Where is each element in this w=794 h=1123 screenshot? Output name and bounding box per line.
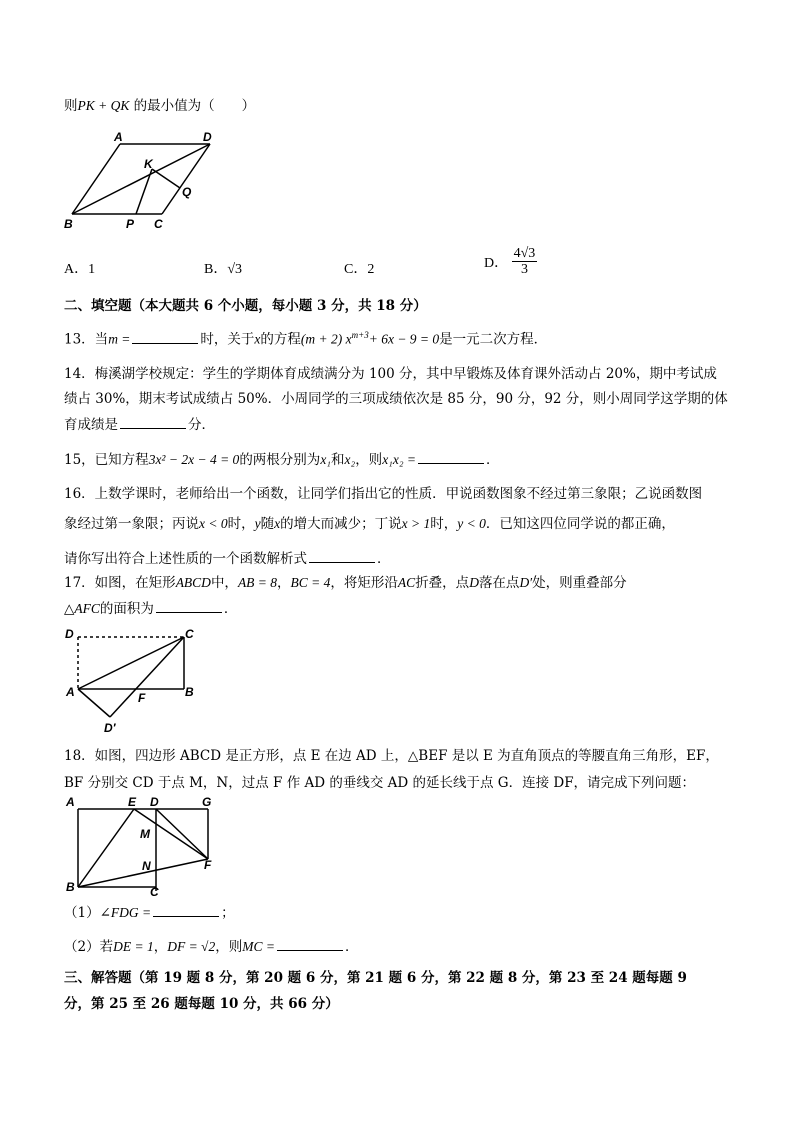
label-F: F — [204, 858, 212, 872]
q13-expr-2: + 6x − 9 = 0 — [368, 331, 440, 347]
q15-product: x₁x₂ = — [382, 452, 417, 467]
segment-KQ — [152, 169, 180, 188]
q18-p1-label: （1） — [64, 905, 100, 921]
label-A: A — [114, 130, 123, 144]
q15-x2: x₂ — [344, 452, 356, 467]
q13 — [64, 330, 547, 348]
label-M: M — [140, 827, 150, 841]
label-C: C — [185, 627, 194, 641]
choice-d-numerator: 4√3 — [513, 246, 536, 261]
q15-equation: 3x² − 2x − 4 = 0 — [148, 452, 240, 467]
q17-ac: AC — [397, 575, 416, 590]
label-F: F — [138, 691, 146, 705]
label-P: P — [126, 217, 135, 231]
q13-text-e: 的方程 — [260, 331, 301, 348]
q15 — [64, 451, 500, 468]
q15-text-c: 的两根分别为 — [239, 452, 321, 468]
q17-answer-blank[interactable] — [156, 600, 222, 613]
q18-part-2 — [64, 938, 358, 955]
q12-prefix: 则 — [64, 98, 78, 114]
q18-p2-end: ． — [344, 939, 359, 955]
label-B: B — [64, 217, 73, 231]
q17-text-m: 处，则重叠部分 — [532, 575, 627, 591]
q15-text-i: ． — [486, 452, 500, 468]
q17-d: D — [469, 575, 479, 590]
label-C: C — [150, 885, 159, 897]
choice-c[interactable] — [344, 258, 374, 278]
segment-D-prime-C — [110, 637, 184, 717]
q18-p2-comma: ， — [153, 939, 168, 955]
q12-stem — [64, 98, 255, 114]
q16-text-g: 的增大而减少；丁说 — [280, 516, 402, 532]
q18-p1-end: ； — [221, 905, 235, 921]
q16-text-i: 时， — [430, 516, 458, 532]
label-A: A — [66, 795, 75, 809]
choice-a-letter: A． — [64, 262, 89, 277]
q12-suffix: 的最小值为（ ） — [129, 98, 256, 114]
q17-text-e: ， — [277, 575, 291, 591]
label-B: B — [66, 880, 75, 894]
q13-m: m = — [108, 331, 131, 347]
label-D: D — [65, 627, 74, 641]
q17-ab: AB = 8 — [237, 575, 278, 590]
choice-d-letter: D． — [484, 255, 509, 271]
q16-line-3 — [64, 550, 391, 567]
q13-text-c: 时，关于 — [200, 331, 255, 348]
q16-cond-1: x < 0 — [199, 516, 228, 531]
label-K: K — [144, 157, 153, 171]
q12-parallelogram-figure — [60, 128, 230, 233]
choice-c-letter: C． — [344, 262, 368, 277]
choice-a-text: 1 — [88, 262, 96, 277]
q17-abcd: ABCD — [175, 575, 211, 590]
segment-BD — [72, 144, 210, 214]
q17-bc: BC = 4 — [290, 575, 331, 590]
choice-d[interactable] — [484, 246, 537, 278]
section-2-title: 二、填空题（本大题共 6 个小题，每小题 3 分，共 18 分） — [64, 298, 427, 314]
q17-text-k: 落在点 — [478, 575, 520, 591]
choice-b-text: √3 — [227, 262, 243, 277]
q17-text-i: 折叠，点 — [415, 575, 470, 591]
q13-x: x — [254, 331, 261, 347]
section-3-title-line-2: 分，第 25 至 26 题每题 10 分，共 66 分） — [64, 996, 339, 1012]
q17-text-a: 17．如图，在矩形 — [64, 575, 176, 591]
label-D: D — [150, 795, 159, 809]
q16-text-c: 时， — [227, 516, 255, 532]
q18-angle: ∠FDG = — [99, 905, 152, 920]
q14-line-1: 14．梅溪湖学校规定：学生的学期体育成绩满分为 100 分，其中早锻炼及体育课外活动占 20%，期中考试成 — [64, 366, 717, 382]
q17-d-prime: D′ — [519, 575, 533, 590]
label-A: A — [66, 685, 75, 699]
label-Q: Q — [182, 185, 192, 199]
q16-x: x — [274, 516, 281, 531]
label-G: G — [202, 795, 212, 809]
q16-cond-3: y < 0 — [457, 516, 486, 531]
segment-AB — [72, 144, 120, 214]
segment-BE — [78, 809, 134, 887]
q16-answer-blank[interactable] — [309, 550, 375, 563]
label-B: B — [185, 685, 194, 699]
label-E: E — [128, 795, 137, 809]
q15-text-g: ，则 — [355, 452, 383, 468]
section-3-title-line-1: 三、解答题（第 19 题 8 分，第 20 题 6 分，第 21 题 6 分，第 22 题 8 分，第 23 至 24 题每题 9 — [64, 970, 687, 986]
q15-text-e: 和 — [331, 452, 345, 468]
q15-text-a: 15，已知方程 — [64, 452, 149, 468]
q18-df: DF = √2 — [167, 939, 216, 954]
q18-part2-blank[interactable] — [277, 938, 343, 951]
q16-text-a: 象经过第一象限；丙说 — [64, 516, 199, 532]
q17-line-2 — [64, 600, 237, 617]
q17-text-g: ，将矩形沿 — [330, 575, 398, 591]
q18-p2-then: ，则 — [215, 939, 243, 955]
segment-DF — [156, 809, 208, 859]
q18-part-1 — [64, 904, 235, 921]
q17-rectangle-fold-figure — [60, 626, 210, 738]
choice-d-denominator: 3 — [520, 262, 528, 278]
segment-AC — [78, 637, 184, 689]
q16-text-k: ．已知这四位同学说的都正确， — [485, 516, 675, 532]
q16-y: y — [254, 516, 261, 531]
q13-text-a: 13．当 — [64, 331, 109, 348]
label-C: C — [154, 217, 163, 231]
q18-part1-blank[interactable] — [153, 904, 219, 917]
q18-square-figure — [62, 793, 222, 897]
segment-CD — [162, 144, 210, 214]
q18-mc: MC = — [242, 939, 275, 954]
q13-expr-1: (m + 2) x — [300, 331, 352, 347]
q17-triangle: △AFC — [64, 601, 100, 616]
label-D: D — [203, 130, 212, 144]
q18-line-2: BF 分别交 CD 于点 M，N，过点 F 作 AD 的垂线交 AD 的延长线于点 G．连接 DF，请完成下列问题： — [64, 775, 696, 791]
q14-text-a: 育成绩是 — [64, 417, 118, 433]
q17-text-b: 的面积为 — [99, 601, 154, 617]
label-N: N — [142, 859, 151, 873]
q14-answer-blank[interactable] — [120, 416, 186, 429]
q13-exponent: m+3 — [351, 330, 369, 340]
q16-line-2 — [64, 516, 675, 532]
q18-de: DE = 1 — [113, 939, 154, 954]
choice-d-fraction — [512, 246, 538, 278]
q17-line-1 — [64, 575, 627, 591]
q14-line-2: 绩占 30%，期末考试成绩占 50%．小周同学的三项成绩依次是 85 分，90 分，92 分，则小周同学这学期的体 — [64, 391, 728, 407]
label-D-prime: D′ — [104, 721, 116, 735]
choice-b[interactable] — [204, 258, 242, 278]
q17-text-c2: ． — [223, 601, 238, 617]
choice-b-letter: B． — [204, 262, 228, 277]
q18-line-1: 18．如图，四边形 ABCD 是正方形，点 E 在边 AD 上，△BEF 是以 E 为直角顶点的等腰直角三角形，EF， — [64, 748, 719, 764]
q16-text-3a: 请你写出符合上述性质的一个函数解析式 — [64, 551, 307, 567]
segment-KP — [136, 169, 152, 214]
choice-a[interactable] — [64, 258, 95, 278]
q15-answer-blank[interactable] — [418, 451, 484, 464]
segment-AD-prime — [78, 689, 110, 717]
choice-c-text: 2 — [367, 262, 375, 277]
q18-p2-label: （2）若 — [64, 939, 114, 955]
q16-text-e: 随 — [260, 516, 275, 532]
q16-cond-2: x > 1 — [401, 516, 431, 531]
q16-line-1: 16．上数学课时，老师给出一个函数，让同学们指出它的性质．甲说函数图象不经过第三象限；乙说函数图 — [64, 486, 703, 502]
q16-text-3b: ． — [377, 551, 391, 567]
q14-text-b: 分． — [188, 417, 215, 433]
q14-line-3 — [64, 416, 215, 433]
q13-text-h: 是一元二次方程． — [439, 331, 548, 348]
q15-x1: x₁ — [320, 452, 331, 467]
q13-answer-blank[interactable] — [132, 331, 198, 344]
q12-expr: PK + QK — [77, 98, 130, 113]
q17-text-c: 中， — [210, 575, 238, 591]
